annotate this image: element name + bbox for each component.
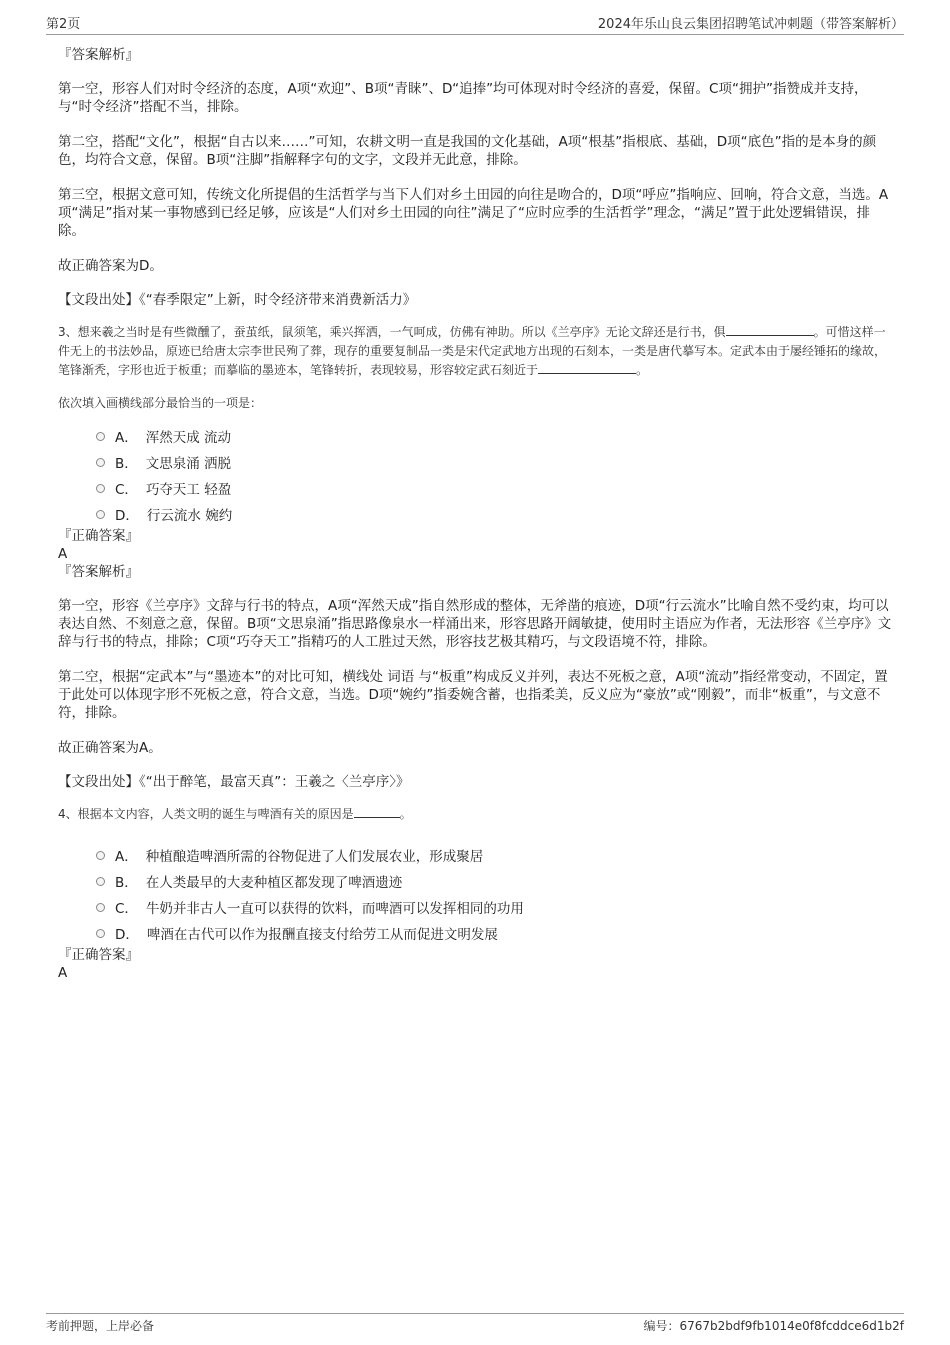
radio-icon[interactable] <box>96 432 105 441</box>
q3-option-c[interactable]: C． 巧夺天工 轻盈 <box>96 475 894 501</box>
q3-correct-answer: A <box>58 546 68 562</box>
radio-icon[interactable] <box>96 484 105 493</box>
q2-analysis-label: 『答案解析』 <box>58 47 139 63</box>
q3-option-d[interactable]: D． 行云流水 婉约 <box>96 501 894 527</box>
q4-options <box>58 842 894 946</box>
q2-analysis-para-2: 第二空，搭配“文化”，根据“自古以来……”可知，农耕文明一直是我国的文化基础，A项“根基”指根底、基础，D项“底色”指的是本身的颜色，均符合文意，保留。B项“注脚”指解释字句的文字，文段并无此意，排除。 <box>58 134 877 168</box>
q3-source: 【文段出处】《“出于醉笔，最富天真”：王羲之〈兰亭序〉》 <box>58 774 410 790</box>
radio-icon[interactable] <box>96 510 105 519</box>
page-header <box>46 12 904 35</box>
q4-option-d[interactable]: D． 啤酒在古代可以作为报酬直接支付给劳工从而促进文明发展 <box>96 920 894 946</box>
document-title: 2024年乐山良云集团招聘笔试冲刺题（带答案解析） <box>597 17 904 32</box>
q4-option-a[interactable]: A． 种植酿造啤酒所需的谷物促进了人们发展农业，形成聚居 <box>96 842 894 868</box>
radio-icon[interactable] <box>96 903 105 912</box>
q4-blank <box>354 805 400 818</box>
radio-icon[interactable] <box>96 929 105 938</box>
q3-analysis-label: 『答案解析』 <box>58 564 139 580</box>
q2-source: 【文段出处】《“春季限定”上新，时令经济带来消费新活力》 <box>58 292 417 308</box>
q3-text-part-1: 3、想来羲之当时是有些微醺了，蚕茧纸，鼠须笔，乘兴挥洒，一气呵成，仿佛有神助。所以《兰亭序》无论文辞还是行书，俱 <box>58 325 726 339</box>
page-footer <box>46 1313 904 1337</box>
footer-slogan: 考前押题，上岸必备 <box>46 1319 155 1333</box>
q3-option-a[interactable]: A． 浑然天成 流动 <box>96 423 894 449</box>
q3-options <box>58 423 894 527</box>
q4-option-b[interactable]: B． 在人类最早的大麦种植区都发现了啤酒遗迹 <box>96 868 894 894</box>
q4-option-c[interactable]: C． 牛奶并非古人一直可以获得的饮料，而啤酒可以发挥相同的功用 <box>96 894 894 920</box>
page-number: 第2页 <box>46 17 81 32</box>
q3-text-part-3: 。 <box>636 363 649 377</box>
q3-analysis-para-1: 第一空，形容《兰亭序》文辞与行书的特点，A项“浑然天成”指自然形成的整体，无斧凿的痕迹，D项“行云流水”比喻自然不受约束，均可以表达自然、不刻意之意，保留。B项“文思泉涌”指思路像泉水一样涌出来，形容思路开阔敏捷，使用时主语应为作者，无法形容《兰亭序》文辞与行书的特点，排除；C项“巧夺天工”指精巧的人工胜过天然，形容技艺极其精巧，与文段语境不符，排除。 <box>58 598 892 650</box>
radio-icon[interactable] <box>96 458 105 467</box>
q3-correct-label: 『正确答案』 <box>58 528 139 544</box>
q3-analysis-para-2: 第二空，根据“定武本”与“墨迹本”的对比可知，横线处 词语 与“板重”构成反义并列，表达不死板之意，A项“流动”指经常变动，不固定，置于此处可以体现字形不死板之意，符合文意，当选。D项“婉约”指委婉含蓄，也指柔美，反义应为“豪放”或“刚毅”，而非“板重”，与文意不符，排除。 <box>58 669 888 721</box>
q4-correct-answer: A <box>58 965 68 981</box>
q3-blank-1 <box>726 323 814 336</box>
q3-option-b[interactable]: B． 文思泉涌 洒脱 <box>96 449 894 475</box>
q3-text-part-2: 。可惜这样一件无上的书法妙品，原迹已给唐太宗李世民殉了葬，现存的重要复制品一类是宋代定武地方出现的石刻本，一类是唐代摹写本。定武本由于屡经锤拓的缘故，笔锋渐秃，字形也近于板重；而摹临的墨迹本，笔锋转折，表现较易，形容较定武石刻近于 <box>58 325 887 377</box>
radio-icon[interactable] <box>96 877 105 886</box>
q3-conclusion: 故正确答案为A。 <box>58 740 162 756</box>
q2-conclusion: 故正确答案为D。 <box>58 258 163 274</box>
radio-icon[interactable] <box>96 851 105 860</box>
q4-correct-label: 『正确答案』 <box>58 947 139 963</box>
q3-question-text <box>58 323 894 380</box>
document-id: 编号：6767b2bdf9fb1014e0f8fcddce6d1b2f <box>643 1319 904 1333</box>
page-content <box>58 46 894 982</box>
q3-blank-2 <box>538 361 636 374</box>
q2-analysis-para-3: 第三空，根据文意可知，传统文化所提倡的生活哲学与当下人们对乡土田园的向往是吻合的，D项“呼应”指响应、回响，符合文意，当选。A项“满足”指对某一事物感到已经足够，应该是“人们对乡土田园的向往”满足了“应时应季的生活哲学”理念，“满足”置于此处逻辑错误，排除。 <box>58 187 889 239</box>
q4-question-text: 4、根据本文内容，人类文明的诞生与啤酒有关的原因是 。 <box>58 807 412 821</box>
q3-prompt: 依次填入画横线部分最恰当的一项是： <box>58 396 263 410</box>
q2-analysis-para-1: 第一空，形容人们对时令经济的态度，A项“欢迎”、B项“青睐”、D“追捧”均可体现对时令经济的喜爱，保留。C项“拥护”指赞成并支持，与“时令经济”搭配不当，排除。 <box>58 81 868 115</box>
